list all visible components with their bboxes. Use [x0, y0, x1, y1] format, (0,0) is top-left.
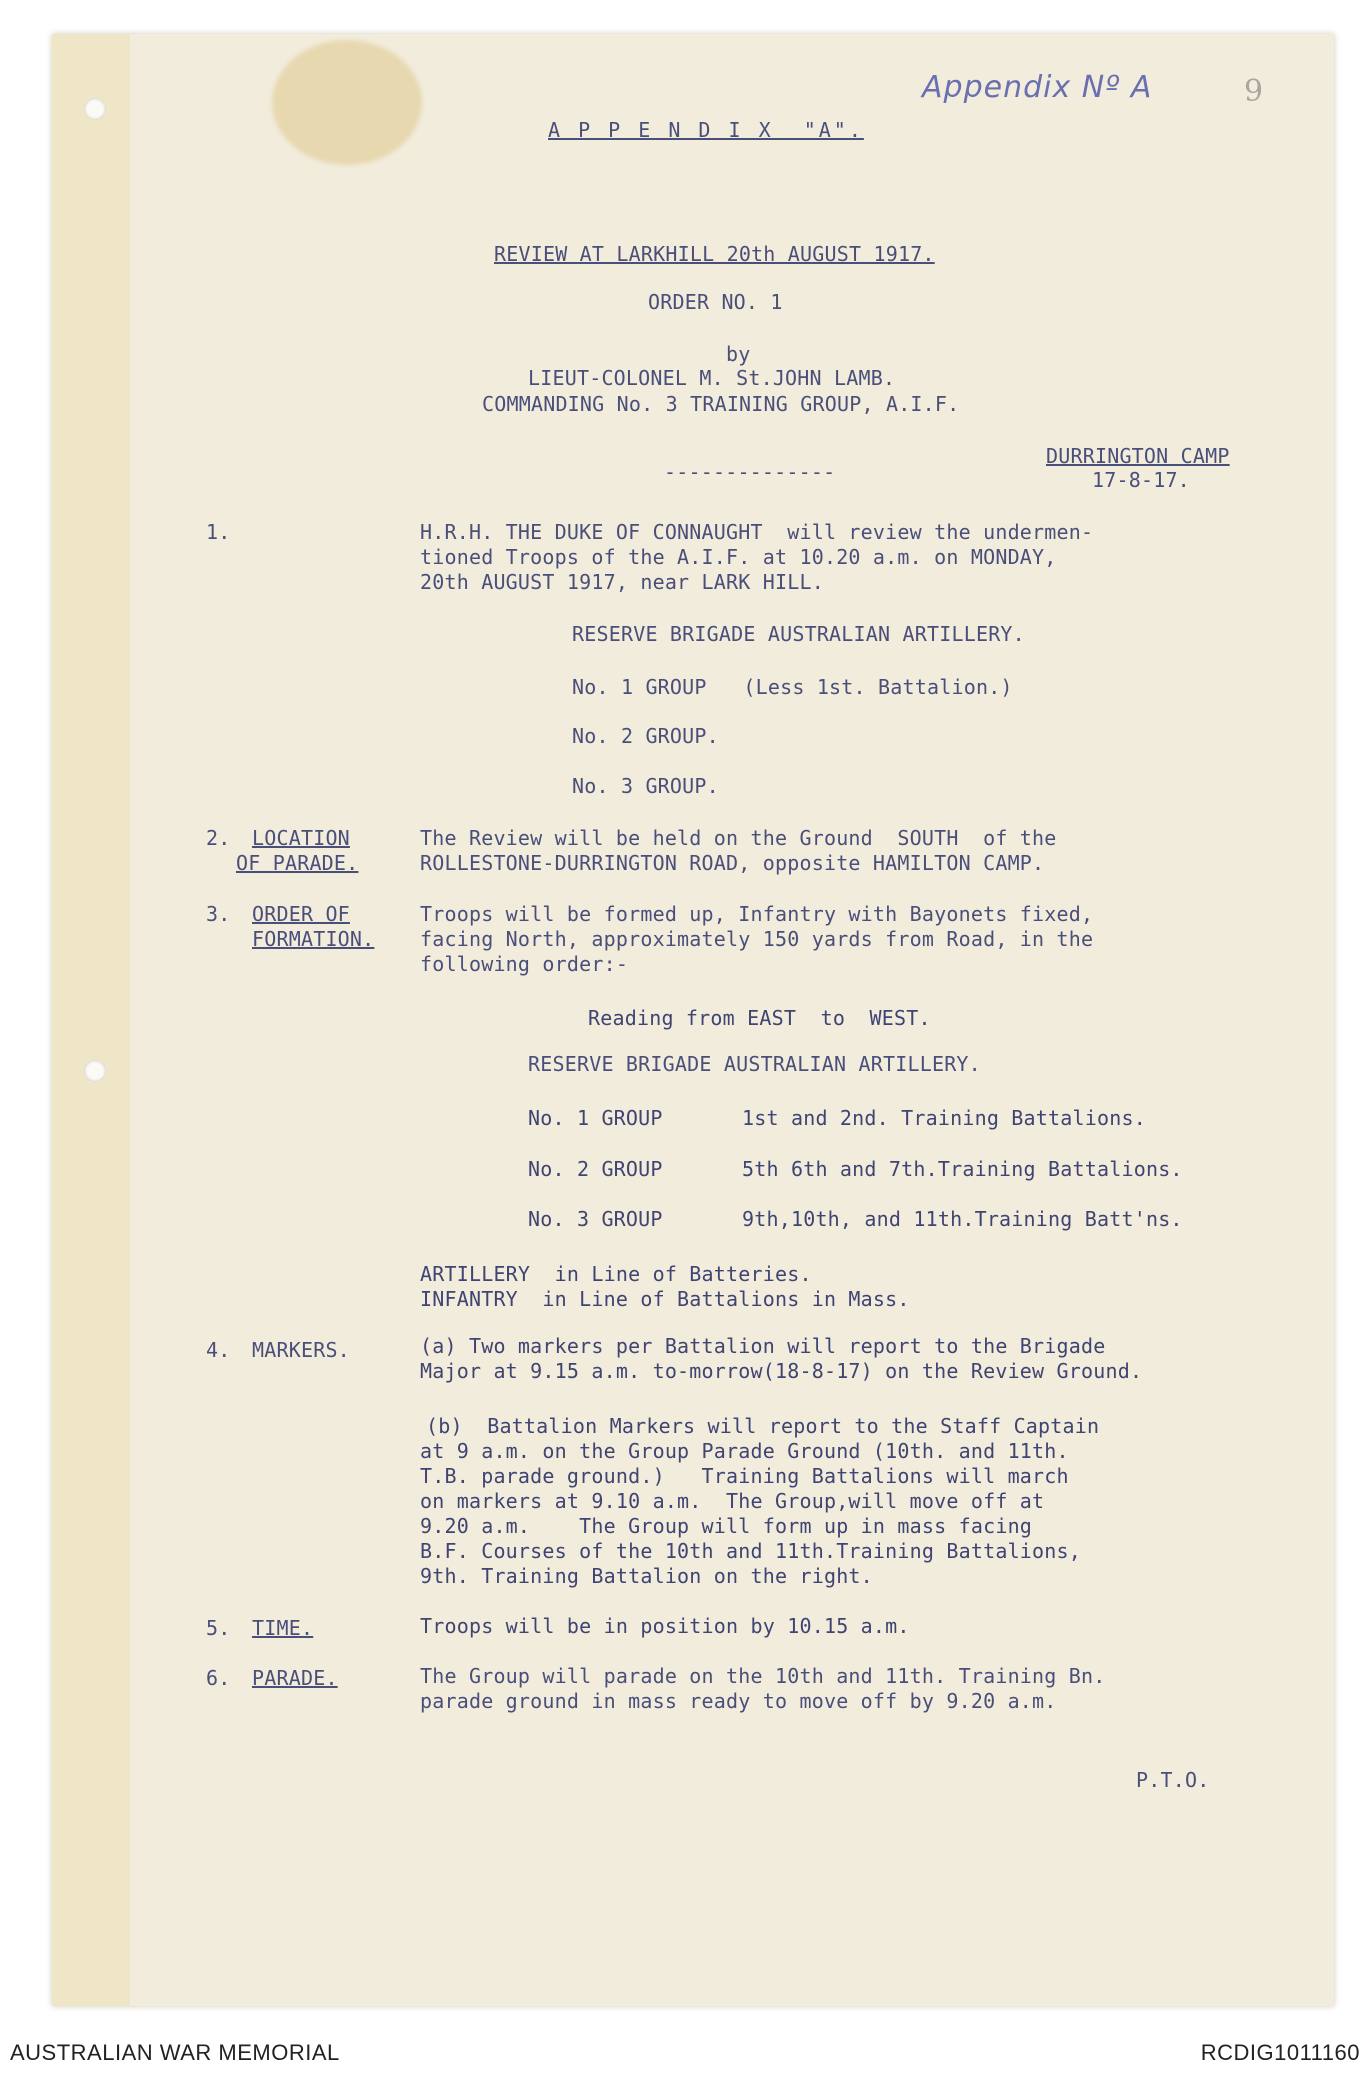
para-3-heading: FORMATION. [252, 927, 375, 951]
para-1-number: 1. [206, 520, 231, 544]
review-title: REVIEW AT LARKHILL 20th AUGUST 1917. [494, 242, 935, 266]
page-number: 9 [1244, 74, 1264, 109]
para-4-b-line: 9th. Training Battalion on the right. [420, 1564, 873, 1588]
place-line: DURRINGTON CAMP [1046, 444, 1230, 468]
footer-id: RCDIG1011160 [1200, 2040, 1360, 2065]
please-turn-over: P.T.O. [1136, 1768, 1210, 1792]
date-line: 17-8-17. [1092, 468, 1190, 492]
reading-direction: Reading from EAST to WEST. [588, 1006, 931, 1030]
para-2-line: ROLLESTONE-DURRINGTON ROAD, opposite HAMILTON CAMP. [420, 851, 1045, 875]
footer-source: AUSTRALIAN WAR MEMORIAL [10, 2040, 340, 2065]
appendix-title: A P P E N D I X "A". [548, 118, 864, 142]
group-battalions: 9th,10th, and 11th.Training Batt'ns. [742, 1207, 1183, 1231]
para-4-b-line: 9.20 a.m. The Group will form up in mass facing [420, 1514, 1033, 1538]
para-3-line: Troops will be formed up, Infantry with Bayonets fixed, [420, 902, 1094, 926]
binding-strip [52, 34, 130, 2006]
para-4-b-line: B.F. Courses of the 10th and 11th.Training Battalions, [420, 1539, 1082, 1563]
para-5-line: Troops will be in position by 10.15 a.m. [420, 1614, 910, 1638]
para-3-number: 3. [206, 902, 231, 926]
para-4-a-line: (a) Two markers per Battalion will report to the Brigade [420, 1334, 1106, 1358]
command-line: COMMANDING No. 3 TRAINING GROUP, A.I.F. [482, 392, 960, 416]
para-1-line: 20th AUGUST 1917, near LARK HILL. [420, 570, 824, 594]
para-1-line: H.R.H. THE DUKE OF CONNAUGHT will review the undermen- [420, 520, 1094, 544]
para-1-unit: No. 3 GROUP. [572, 774, 719, 798]
group-battalions: 1st and 2nd. Training Battalions. [742, 1106, 1146, 1130]
para-4-b-line: T.B. parade ground.) Training Battalions will march [420, 1464, 1069, 1488]
para-4-a-line: Major at 9.15 a.m. to-morrow(18-8-17) on the Review Ground. [420, 1359, 1143, 1383]
para-2-number: 2. [206, 826, 231, 850]
para-6-heading: PARADE. [252, 1666, 338, 1690]
punch-hole [84, 98, 106, 120]
formation-line: INFANTRY in Line of Battalions in Mass. [420, 1287, 910, 1311]
officer-name: LIEUT-COLONEL M. St.JOHN LAMB. [528, 366, 896, 390]
para-6-line: The Group will parade on the 10th and 11th. Training Bn. [420, 1664, 1106, 1688]
para-3-line: facing North, approximately 150 yards from Road, in the [420, 927, 1094, 951]
artillery-heading: RESERVE BRIGADE AUSTRALIAN ARTILLERY. [528, 1052, 981, 1076]
separator-rule: -------------- [664, 460, 836, 484]
group-battalions: 5th 6th and 7th.Training Battalions. [742, 1157, 1183, 1181]
para-6-line: parade ground in mass ready to move off by 9.20 a.m. [420, 1689, 1057, 1713]
stain-mark [272, 40, 422, 165]
para-4-heading: MARKERS. [252, 1338, 350, 1362]
para-4-number: 4. [206, 1338, 231, 1362]
order-number: ORDER NO. 1 [648, 290, 783, 314]
para-1-line: tioned Troops of the A.I.F. at 10.20 a.m. on MONDAY, [420, 545, 1057, 569]
para-2-line: The Review will be held on the Ground SOUTH of the [420, 826, 1057, 850]
para-5-number: 5. [206, 1616, 231, 1640]
para-3-heading: ORDER OF [252, 902, 350, 926]
para-4-b-line: at 9 a.m. on the Group Parade Ground (10th. and 11th. [420, 1439, 1069, 1463]
para-4-b-line: (b) Battalion Markers will report to the Staff Captain [426, 1414, 1100, 1438]
appendix-annotation: Appendix Nº A [922, 70, 1153, 105]
group-name: No. 3 GROUP [528, 1207, 663, 1231]
by-line: by [726, 342, 751, 366]
para-1-unit: No. 2 GROUP. [572, 724, 719, 748]
para-2-heading: OF PARADE. [236, 851, 359, 875]
group-name: No. 2 GROUP [528, 1157, 663, 1181]
group-name: No. 1 GROUP [528, 1106, 663, 1130]
para-1-unit: No. 1 GROUP (Less 1st. Battalion.) [572, 675, 1013, 699]
punch-hole [84, 1060, 106, 1082]
para-4-b-line: on markers at 9.10 a.m. The Group,will move off at [420, 1489, 1045, 1513]
para-3-line: following order:- [420, 952, 629, 976]
formation-line: ARTILLERY in Line of Batteries. [420, 1262, 812, 1286]
para-2-heading: LOCATION [252, 826, 350, 850]
para-6-number: 6. [206, 1666, 231, 1690]
para-1-unit: RESERVE BRIGADE AUSTRALIAN ARTILLERY. [572, 622, 1025, 646]
para-5-heading: TIME. [252, 1616, 314, 1640]
